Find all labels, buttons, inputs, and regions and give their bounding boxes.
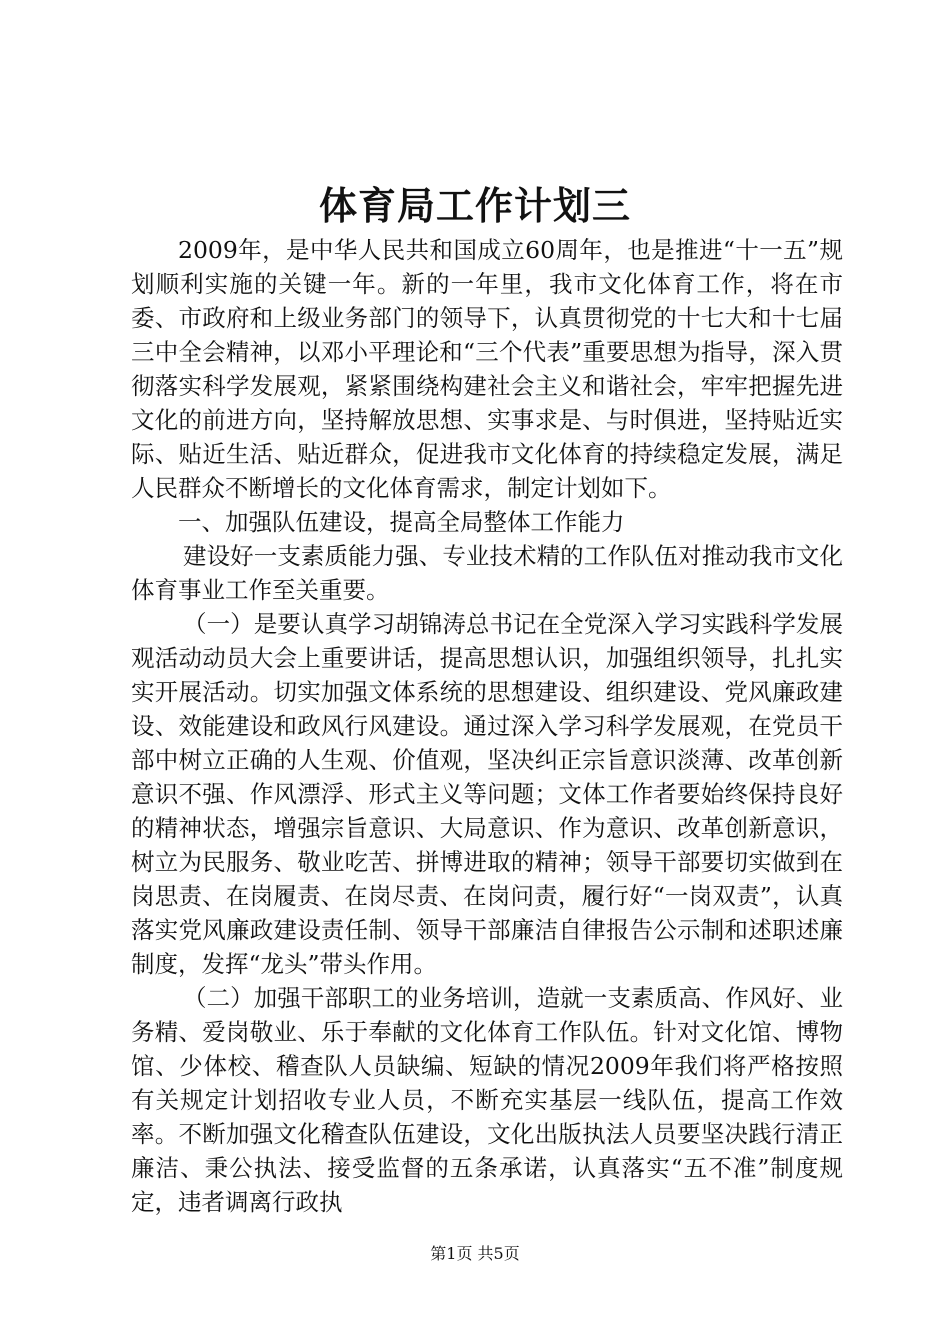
item-one-paragraph: （一）是要认真学习胡锦涛总书记在全党深入学习实践科学发展观活动动员大会上重要讲话，提高思想认识，加强组织领导，扎扎实实开展活动。切实加强文体系统的思想建设、组织建设、党风廉政建设、效能建设和政风行风建设。通过深入学习科学发展观，在党员干部中树立正确的人生观、价值观，坚决纠正宗旨意识淡薄、改革创新意识不强、作风漂浮、形式主义等问题；文体工作者要始终保持良好的精神状态，增强宗旨意识、大局意识、作为意识、改革创新意识，树立为民服务、敬业吃苦、拼博进取的精神；领导干部要切实做到在岗思责、在岗履责、在岗尽责、在岗问责，履行好“一岗双责”，认真落实党风廉政建设责任制、领导干部廉洁自律报告公示制和述职述廉制度，发挥“龙头”带头作用。 (131, 610, 843, 978)
section-intro-paragraph: 建设好一支素质能力强、专业技术精的工作队伍对推动我市文化体育事业工作至关重要。 (131, 542, 843, 604)
intro-paragraph: 2009年，是中华人民共和国成立60周年，也是推进“十一五”规划顺利实施的关键一年。新的一年里，我市文化体育工作，将在市委、市政府和上级业务部门的领导下，认真贯彻党的十七大和十七届三中全会精神，以邓小平理论和“三个代表”重要思想为指导，深入贯彻落实科学发展观，紧紧围绕构建社会主义和谐社会，牢牢把握先进文化的前进方向，坚持解放思想、实事求是、与时俱进，坚持贴近实际、贴近生活、贴近群众，促进我市文化体育的持续稳定发展，满足人民群众不断增长的文化体育需求，制定计划如下。 (131, 236, 843, 502)
item-two-paragraph: （二）加强干部职工的业务培训，造就一支素质高、作风好、业务精、爱岗敬业、乐于奉献的文化体育工作队伍。针对文化馆、博物馆、少体校、稽查队人员缺编、短缺的情况2009年我们将严格按照有关规定计划招收专业人员，不断充实基层一线队伍，提高工作效率。不断加强文化稽查队伍建设，文化出版执法人员要坚决践行清正廉洁、秉公执法、接受监督的五条承诺，认真落实“五不准”制度规定，违者调离行政执 (131, 984, 843, 1216)
document-title: 体育局工作计划三 (318, 183, 631, 228)
page-footer: 第1页 共5页 (430, 1244, 520, 1263)
document-body (131, 233, 843, 1219)
section-heading: 一、加强队伍建设，提高全局整体工作能力 (178, 508, 625, 536)
